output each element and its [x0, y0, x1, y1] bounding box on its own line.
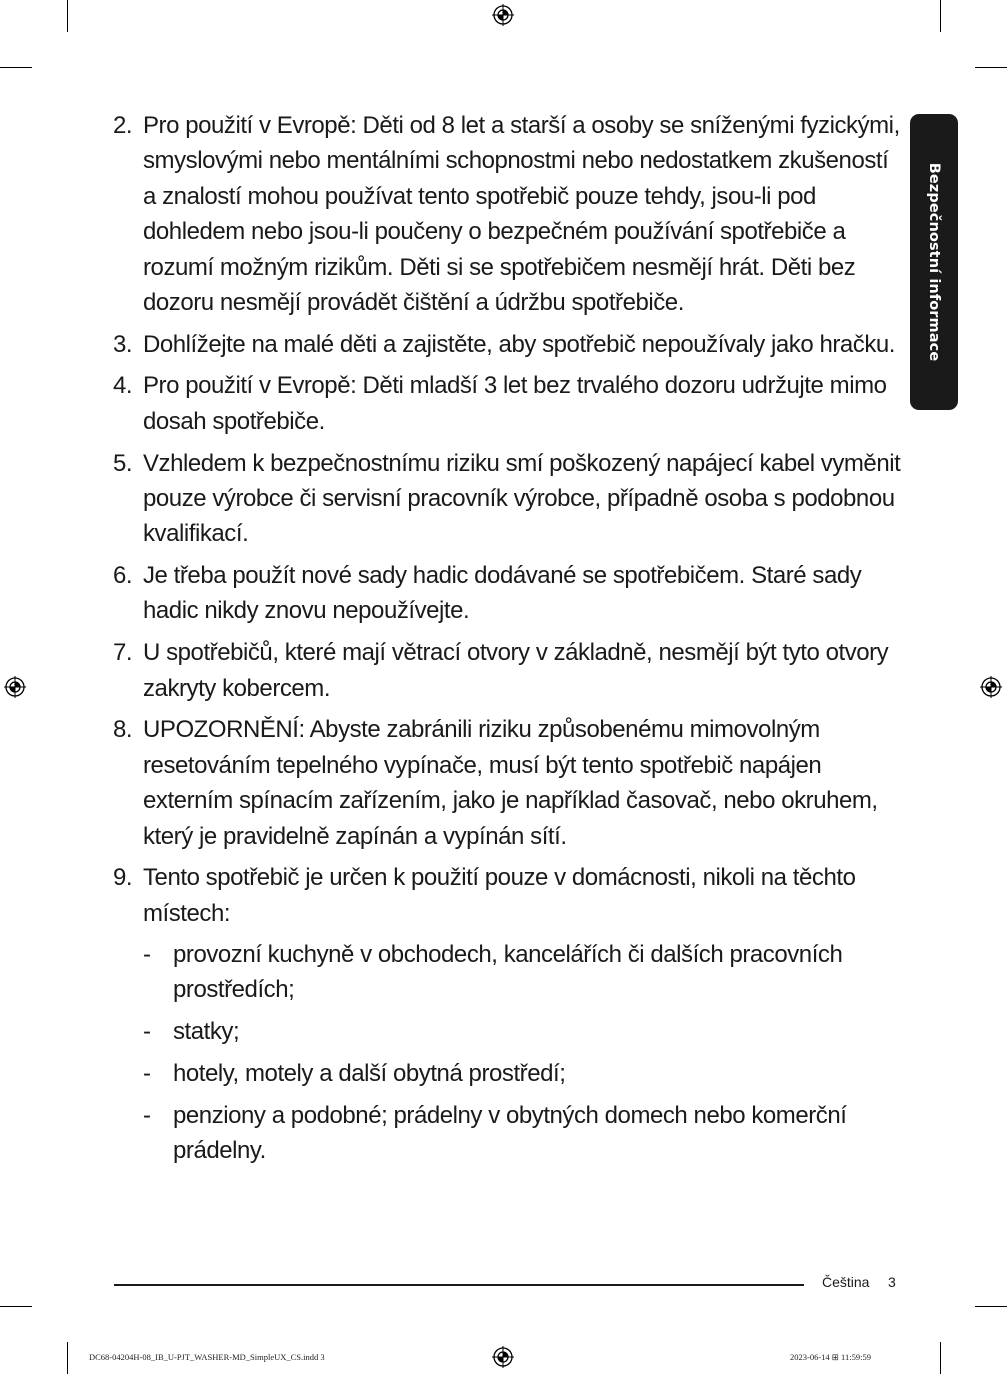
sub-item-text: hotely, motely a další obytná prostředí;: [173, 1059, 566, 1087]
item-number: 3.: [113, 330, 133, 358]
section-side-tab-label: Bezpečnostní informace: [926, 162, 942, 362]
item-number: 6.: [113, 562, 133, 590]
crop-mark: [940, 1342, 941, 1374]
page-number: 3: [888, 1274, 896, 1290]
item-lead: Pro použití v Evropě: [143, 112, 351, 139]
crop-mark: [0, 67, 32, 68]
bullet-dash: -: [143, 941, 151, 969]
crop-mark: [975, 67, 1007, 68]
item-text: U spotřebičů, které mají větrací otvory v základně, nesmějí být tyto otvory zakryty kobercem.: [143, 639, 889, 702]
print-slug-filename: DC68-04204H-08_IB_U-PJT_WASHER-MD_SimpleUX_CS.indd 3: [89, 1352, 325, 1362]
sub-list-item: [143, 1014, 903, 1049]
footer-divider: [114, 1284, 804, 1286]
sub-list: [143, 937, 903, 1168]
sub-list-item: [143, 1056, 903, 1091]
list-item: [113, 446, 903, 552]
safety-instructions: [113, 108, 903, 1175]
bullet-dash: -: [143, 1101, 151, 1129]
item-number: 5.: [113, 449, 133, 477]
crop-mark: [67, 0, 68, 32]
list-item: [113, 860, 903, 1168]
registration-mark-icon: [492, 4, 514, 26]
item-number: 9.: [113, 864, 133, 892]
sub-item-text: statky;: [173, 1018, 240, 1046]
item-number: 8.: [113, 716, 133, 744]
sub-item-text: provozní kuchyně v obchodech, kancelářích či dalších pracovních prostředích;: [173, 941, 843, 1004]
sub-list-item: [143, 937, 903, 1008]
bullet-dash: -: [143, 1059, 151, 1087]
list-item: [113, 635, 903, 706]
numbered-list: [113, 108, 903, 1168]
crop-mark: [975, 1306, 1007, 1307]
list-item: [113, 108, 903, 320]
item-number: 2.: [113, 112, 133, 139]
crop-mark: [67, 1342, 68, 1374]
item-text: Je třeba použít nové sady hadic dodávané se spotřebičem. Staré sady hadic nikdy znovu nepoužívejte.: [143, 562, 862, 625]
item-text: : Abyste zabránili riziku způsobenému mimovolným resetováním tepelného vypínače, musí být tento spotřebič napájen externím spínacím zařízením, jako je například časovač, nebo okruhem, který je pravidelně zapínán a vypínán sítí.: [143, 716, 878, 850]
registration-mark-icon: [980, 676, 1002, 698]
item-text: Tento spotřebič je určen k použití pouze v domácnosti, nikoli na těchto místech:: [143, 864, 856, 927]
registration-mark-icon: [492, 1346, 514, 1368]
crop-mark: [0, 1306, 32, 1307]
bullet-dash: -: [143, 1018, 151, 1046]
item-lead: UPOZORNĚNÍ: [143, 716, 299, 744]
list-item: [113, 712, 903, 854]
sub-list-item: [143, 1098, 903, 1169]
item-text: Dohlížejte na malé děti a zajistěte, aby spotřebič nepoužívaly jako hračku.: [143, 330, 896, 358]
item-text: : Děti mladší 3 let bez trvalého dozoru udržujte mimo dosah spotřebiče.: [143, 372, 887, 435]
footer-language: Čeština: [822, 1274, 870, 1290]
item-number: 7.: [113, 639, 133, 667]
section-side-tab: [910, 114, 958, 410]
item-text: Vzhledem k bezpečnostnímu riziku smí poškozený napájecí kabel vyměnit pouze výrobce či servisní pracovník výrobce, případně osoba s podobnou kvalifikací.: [143, 449, 901, 548]
item-number: 4.: [113, 372, 133, 400]
list-item: [113, 327, 903, 362]
item-lead: Pro použití v Evropě: [143, 372, 351, 400]
crop-mark: [940, 0, 941, 32]
list-item: [113, 558, 903, 629]
list-item: [113, 368, 903, 439]
item-text: : Děti od 8 let a starší a osoby se sníženými fyzickými, smyslovými nebo mentálními schopnostmi nebo nedostatkem zkušeností a znalostí mohou používat tento spotřebič pouze tehdy, jsou-li pod dohledem nebo jsou-li poučeny o bezpečném používání spotřebiče a rozumí možným rizikům. Děti si se spotřebičem nesmějí hrát. Děti bez dozoru nesmějí provádět čištění a údržbu spotřebiče.: [143, 112, 900, 317]
sub-item-text: penziony a podobné; prádelny v obytných domech nebo komerční prádelny.: [173, 1101, 847, 1164]
print-slug-timestamp: 2023-06-14 ⊞ 11:59:59: [790, 1352, 871, 1362]
registration-mark-icon: [4, 676, 26, 698]
